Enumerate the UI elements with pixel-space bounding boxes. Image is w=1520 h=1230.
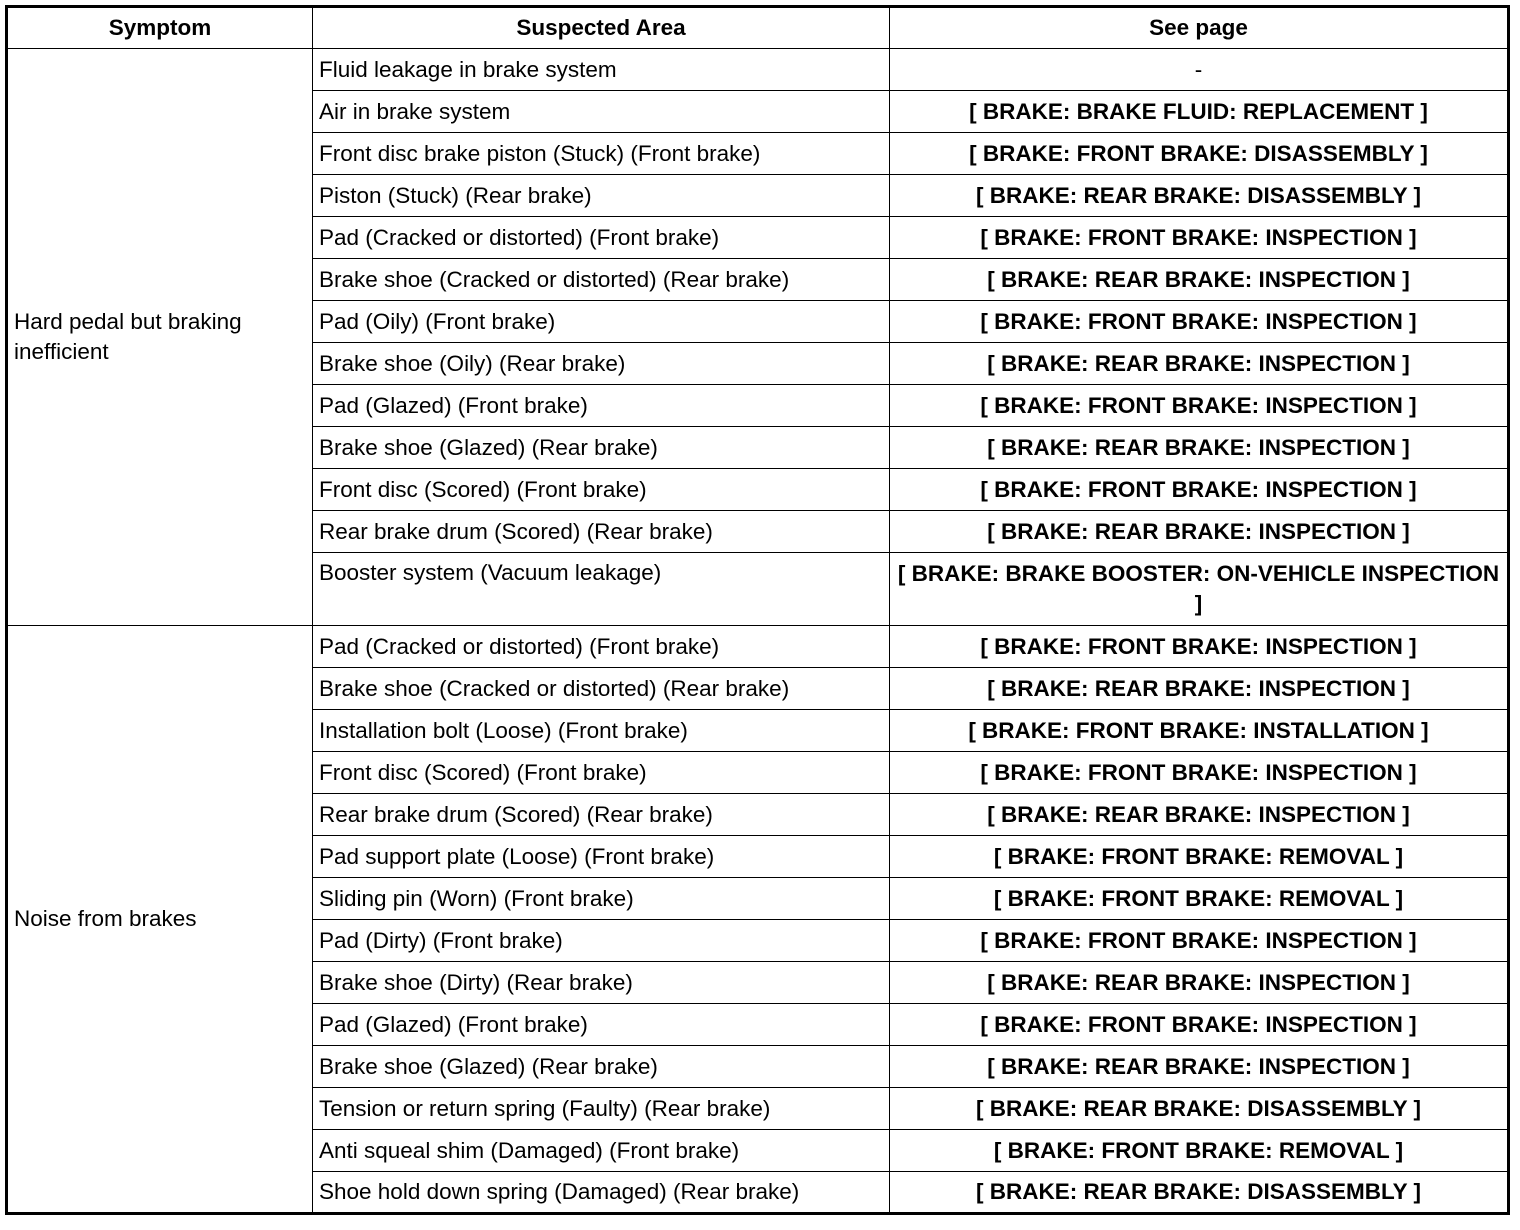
suspected-area-cell: Air in brake system — [313, 91, 890, 133]
suspected-area-cell: Pad (Cracked or distorted) (Front brake) — [313, 626, 890, 668]
symptom-cell: Noise from brakes — [7, 626, 313, 1214]
see-page-cell: [ BRAKE: BRAKE BOOSTER: ON-VEHICLE INSPECTION ] — [890, 553, 1509, 626]
see-page-cell: [ BRAKE: FRONT BRAKE: REMOVAL ] — [890, 836, 1509, 878]
see-page-cell: [ BRAKE: FRONT BRAKE: INSPECTION ] — [890, 920, 1509, 962]
see-page-cell: [ BRAKE: REAR BRAKE: INSPECTION ] — [890, 794, 1509, 836]
suspected-area-cell: Brake shoe (Oily) (Rear brake) — [313, 343, 890, 385]
header-suspected-area: Suspected Area — [313, 7, 890, 49]
suspected-area-cell: Front disc (Scored) (Front brake) — [313, 469, 890, 511]
see-page-cell: [ BRAKE: FRONT BRAKE: INSPECTION ] — [890, 752, 1509, 794]
suspected-area-cell: Brake shoe (Cracked or distorted) (Rear brake) — [313, 259, 890, 301]
table-row — [7, 626, 1509, 668]
suspected-area-cell: Installation bolt (Loose) (Front brake) — [313, 710, 890, 752]
suspected-area-cell: Piston (Stuck) (Rear brake) — [313, 175, 890, 217]
see-page-cell: [ BRAKE: REAR BRAKE: INSPECTION ] — [890, 427, 1509, 469]
suspected-area-cell: Sliding pin (Worn) (Front brake) — [313, 878, 890, 920]
see-page-cell: [ BRAKE: FRONT BRAKE: REMOVAL ] — [890, 1130, 1509, 1172]
symptom-cell: Hard pedal but braking inefficient — [7, 49, 313, 626]
see-page-cell: [ BRAKE: REAR BRAKE: INSPECTION ] — [890, 343, 1509, 385]
suspected-area-cell: Pad (Oily) (Front brake) — [313, 301, 890, 343]
header-see-page: See page — [890, 7, 1509, 49]
header-row — [7, 7, 1509, 49]
suspected-area-cell: Tension or return spring (Faulty) (Rear brake) — [313, 1088, 890, 1130]
suspected-area-cell: Pad (Glazed) (Front brake) — [313, 1004, 890, 1046]
see-page-cell: [ BRAKE: FRONT BRAKE: INSTALLATION ] — [890, 710, 1509, 752]
see-page-cell: [ BRAKE: REAR BRAKE: DISASSEMBLY ] — [890, 175, 1509, 217]
suspected-area-cell: Brake shoe (Dirty) (Rear brake) — [313, 962, 890, 1004]
see-page-cell: [ BRAKE: REAR BRAKE: INSPECTION ] — [890, 962, 1509, 1004]
see-page-cell: [ BRAKE: REAR BRAKE: INSPECTION ] — [890, 259, 1509, 301]
table-header — [7, 7, 1509, 49]
see-page-cell: [ BRAKE: FRONT BRAKE: DISASSEMBLY ] — [890, 133, 1509, 175]
suspected-area-cell: Fluid leakage in brake system — [313, 49, 890, 91]
suspected-area-cell: Front disc brake piston (Stuck) (Front brake) — [313, 133, 890, 175]
suspected-area-cell: Pad (Glazed) (Front brake) — [313, 385, 890, 427]
see-page-cell: [ BRAKE: FRONT BRAKE: INSPECTION ] — [890, 301, 1509, 343]
see-page-cell: [ BRAKE: FRONT BRAKE: INSPECTION ] — [890, 626, 1509, 668]
see-page-cell: [ BRAKE: FRONT BRAKE: REMOVAL ] — [890, 878, 1509, 920]
suspected-area-cell: Brake shoe (Glazed) (Rear brake) — [313, 1046, 890, 1088]
suspected-area-cell: Booster system (Vacuum leakage) — [313, 553, 890, 626]
see-page-cell: [ BRAKE: FRONT BRAKE: INSPECTION ] — [890, 469, 1509, 511]
suspected-area-cell: Pad support plate (Loose) (Front brake) — [313, 836, 890, 878]
suspected-area-cell: Pad (Cracked or distorted) (Front brake) — [313, 217, 890, 259]
troubleshooting-table — [5, 5, 1510, 1215]
see-page-cell: [ BRAKE: BRAKE FLUID: REPLACEMENT ] — [890, 91, 1509, 133]
see-page-cell: - — [890, 49, 1509, 91]
suspected-area-cell: Shoe hold down spring (Damaged) (Rear brake) — [313, 1172, 890, 1214]
see-page-cell: [ BRAKE: REAR BRAKE: INSPECTION ] — [890, 1046, 1509, 1088]
see-page-cell: [ BRAKE: FRONT BRAKE: INSPECTION ] — [890, 217, 1509, 259]
suspected-area-cell: Brake shoe (Glazed) (Rear brake) — [313, 427, 890, 469]
suspected-area-cell: Brake shoe (Cracked or distorted) (Rear brake) — [313, 668, 890, 710]
suspected-area-cell: Anti squeal shim (Damaged) (Front brake) — [313, 1130, 890, 1172]
suspected-area-cell: Rear brake drum (Scored) (Rear brake) — [313, 511, 890, 553]
see-page-cell: [ BRAKE: REAR BRAKE: DISASSEMBLY ] — [890, 1172, 1509, 1214]
see-page-cell: [ BRAKE: FRONT BRAKE: INSPECTION ] — [890, 385, 1509, 427]
header-symptom: Symptom — [7, 7, 313, 49]
suspected-area-cell: Rear brake drum (Scored) (Rear brake) — [313, 794, 890, 836]
see-page-cell: [ BRAKE: REAR BRAKE: DISASSEMBLY ] — [890, 1088, 1509, 1130]
see-page-cell: [ BRAKE: REAR BRAKE: INSPECTION ] — [890, 668, 1509, 710]
see-page-cell: [ BRAKE: REAR BRAKE: INSPECTION ] — [890, 511, 1509, 553]
suspected-area-cell: Pad (Dirty) (Front brake) — [313, 920, 890, 962]
table-row — [7, 49, 1509, 91]
suspected-area-cell: Front disc (Scored) (Front brake) — [313, 752, 890, 794]
table-body — [7, 49, 1509, 1214]
see-page-cell: [ BRAKE: FRONT BRAKE: INSPECTION ] — [890, 1004, 1509, 1046]
